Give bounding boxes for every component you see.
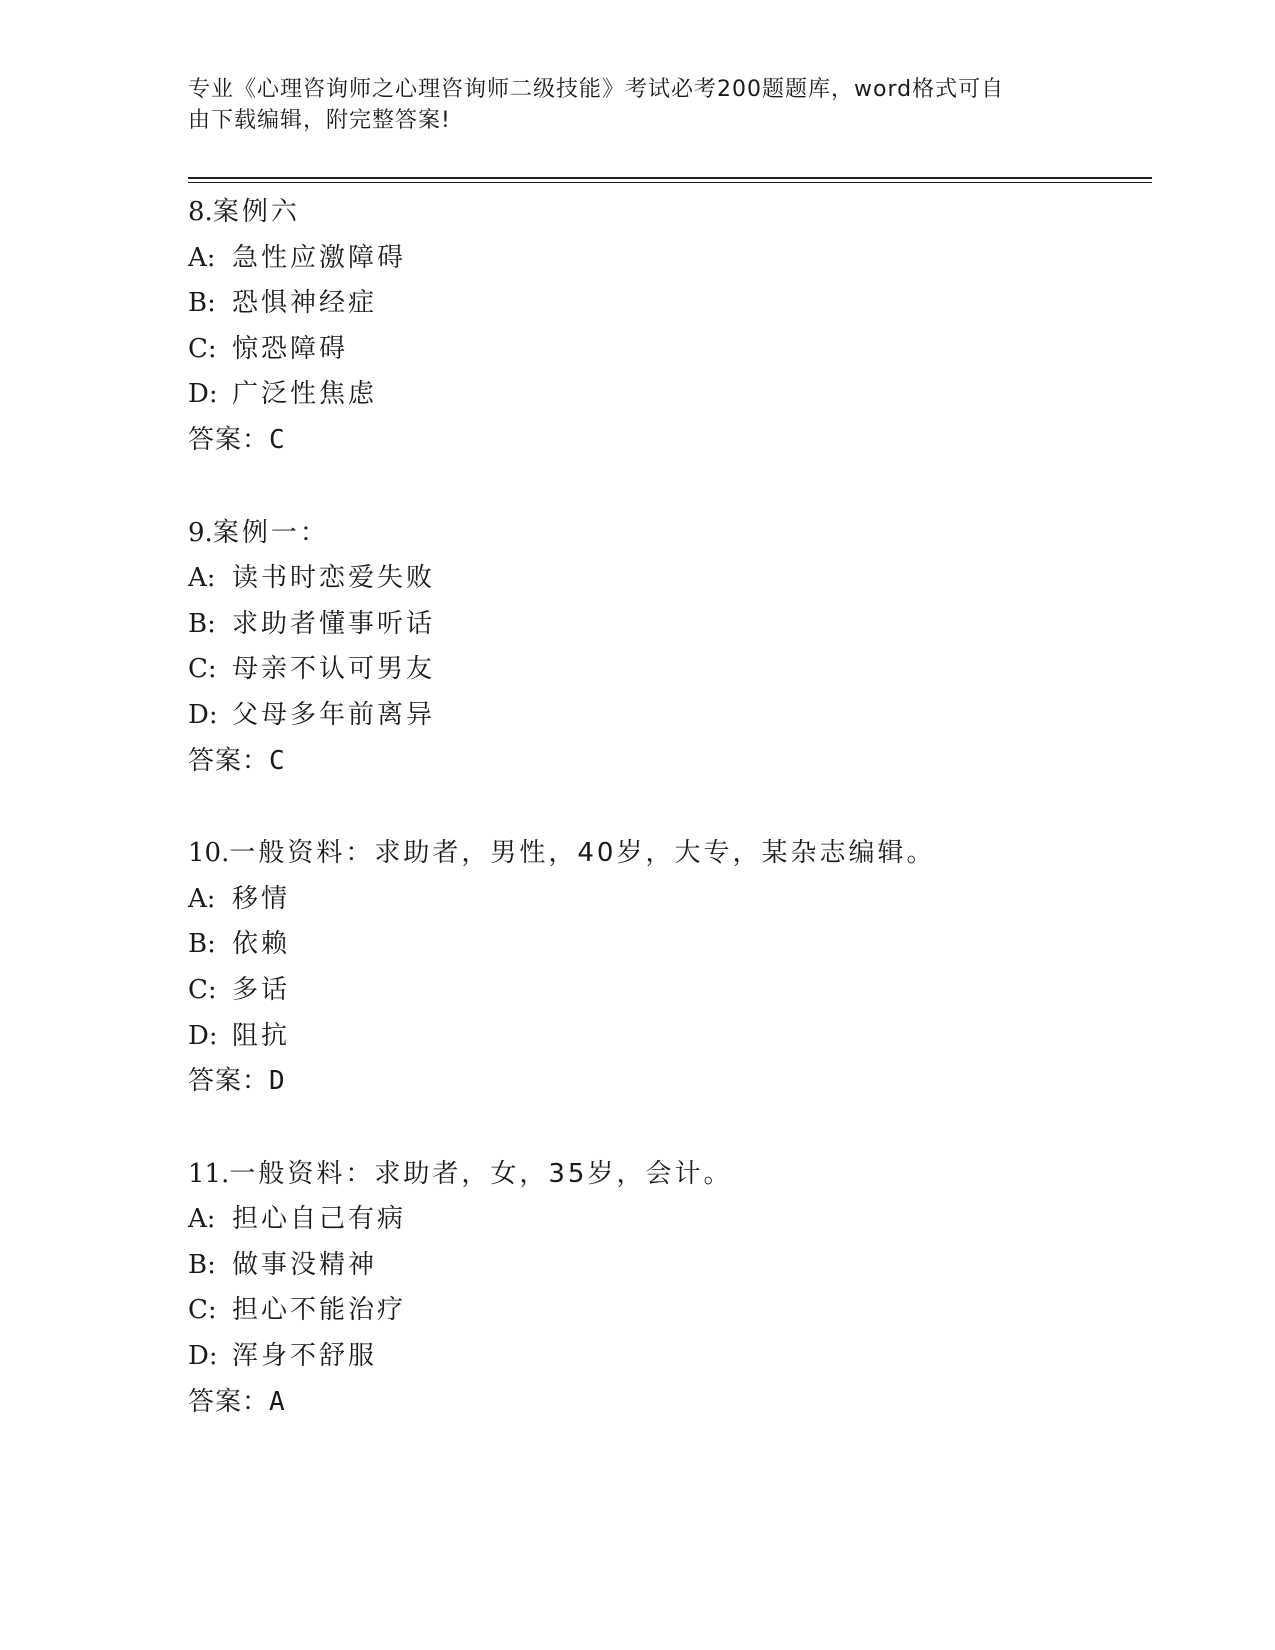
question-8 [188, 190, 1152, 464]
question-number: 10. [188, 838, 230, 869]
option-c [188, 327, 1152, 373]
option-letter: C: [188, 654, 217, 685]
option-text: 广泛性焦虑 [232, 379, 378, 410]
answer-label: 答案： [188, 1066, 270, 1097]
question-10 [188, 831, 1152, 1105]
option-text: 移情 [232, 883, 291, 914]
option-text: 做事没精神 [232, 1249, 378, 1280]
option-text: 急性应激障碍 [232, 242, 407, 273]
document-header [188, 74, 1068, 136]
option-text: 担心不能治疗 [232, 1295, 407, 1326]
question-9 [188, 511, 1152, 785]
option-b [188, 1243, 1152, 1289]
option-text: 惊恐障碍 [232, 333, 349, 364]
option-letter: C: [188, 1295, 217, 1326]
answer-line [188, 418, 1152, 464]
option-a [188, 877, 1152, 923]
option-text: 父母多年前离异 [232, 699, 436, 730]
option-b [188, 922, 1152, 968]
option-b [188, 281, 1152, 327]
option-letter: A: [188, 563, 216, 594]
option-d [188, 693, 1152, 739]
header-line-1: 专业《心理咨询师之心理咨询师二级技能》考试必考200题题库，word格式可自 [188, 77, 1005, 102]
answer-line [188, 1380, 1152, 1426]
option-text: 读书时恋爱失败 [232, 563, 436, 594]
option-c [188, 1288, 1152, 1334]
answer-value: A [269, 1386, 286, 1417]
option-text: 浑身不舒服 [232, 1341, 378, 1372]
question-number: 9. [188, 517, 213, 548]
option-d [188, 1334, 1152, 1380]
answer-value: C [269, 424, 286, 455]
question-stem [188, 511, 1152, 557]
option-letter: D: [188, 379, 218, 410]
option-letter: B: [188, 608, 216, 639]
header-rule-thin [188, 182, 1152, 183]
question-list [188, 190, 1152, 1472]
option-letter: D: [188, 1020, 218, 1051]
answer-line [188, 739, 1152, 785]
question-stem [188, 831, 1152, 877]
header-line-2: 由下载编辑，附完整答案! [188, 108, 451, 133]
question-stem [188, 190, 1152, 236]
option-c [188, 968, 1152, 1014]
option-text: 阻抗 [232, 1020, 291, 1051]
option-letter: B: [188, 929, 216, 960]
header-rule-thick [188, 177, 1152, 179]
question-stem [188, 1152, 1152, 1198]
option-c [188, 647, 1152, 693]
option-letter: B: [188, 1249, 216, 1280]
option-b [188, 602, 1152, 648]
question-number: 8. [188, 197, 213, 227]
option-letter: A: [188, 1204, 216, 1235]
option-text: 依赖 [232, 929, 291, 960]
option-text: 母亲不认可男友 [232, 654, 436, 685]
option-letter: C: [188, 974, 217, 1005]
answer-label: 答案： [188, 745, 270, 776]
option-letter: A: [188, 242, 216, 273]
answer-label: 答案： [188, 424, 270, 455]
option-a [188, 1197, 1152, 1243]
answer-label: 答案： [188, 1386, 270, 1417]
question-text: 一般资料：求助者，男性，40岁，大专，某杂志编辑。 [229, 838, 936, 869]
option-text: 担心自己有病 [232, 1204, 407, 1235]
question-text: 一般资料：求助者，女，35岁，会计。 [229, 1158, 733, 1189]
option-text: 求助者懂事听话 [232, 608, 436, 639]
answer-value: C [269, 745, 286, 776]
option-a [188, 236, 1152, 282]
option-a [188, 556, 1152, 602]
option-text: 恐惧神经症 [232, 288, 378, 319]
question-11 [188, 1152, 1152, 1426]
option-d [188, 372, 1152, 418]
option-d [188, 1014, 1152, 1060]
question-number: 11. [188, 1158, 230, 1189]
answer-value: D [269, 1066, 286, 1097]
option-letter: D: [188, 699, 218, 730]
option-letter: A: [188, 883, 216, 914]
question-text: 案例一： [212, 517, 329, 548]
option-letter: C: [188, 333, 217, 364]
answer-line [188, 1059, 1152, 1105]
question-text: 案例六 [212, 197, 300, 227]
option-text: 多话 [232, 974, 291, 1005]
option-letter: B: [188, 288, 216, 319]
option-letter: D: [188, 1341, 218, 1372]
